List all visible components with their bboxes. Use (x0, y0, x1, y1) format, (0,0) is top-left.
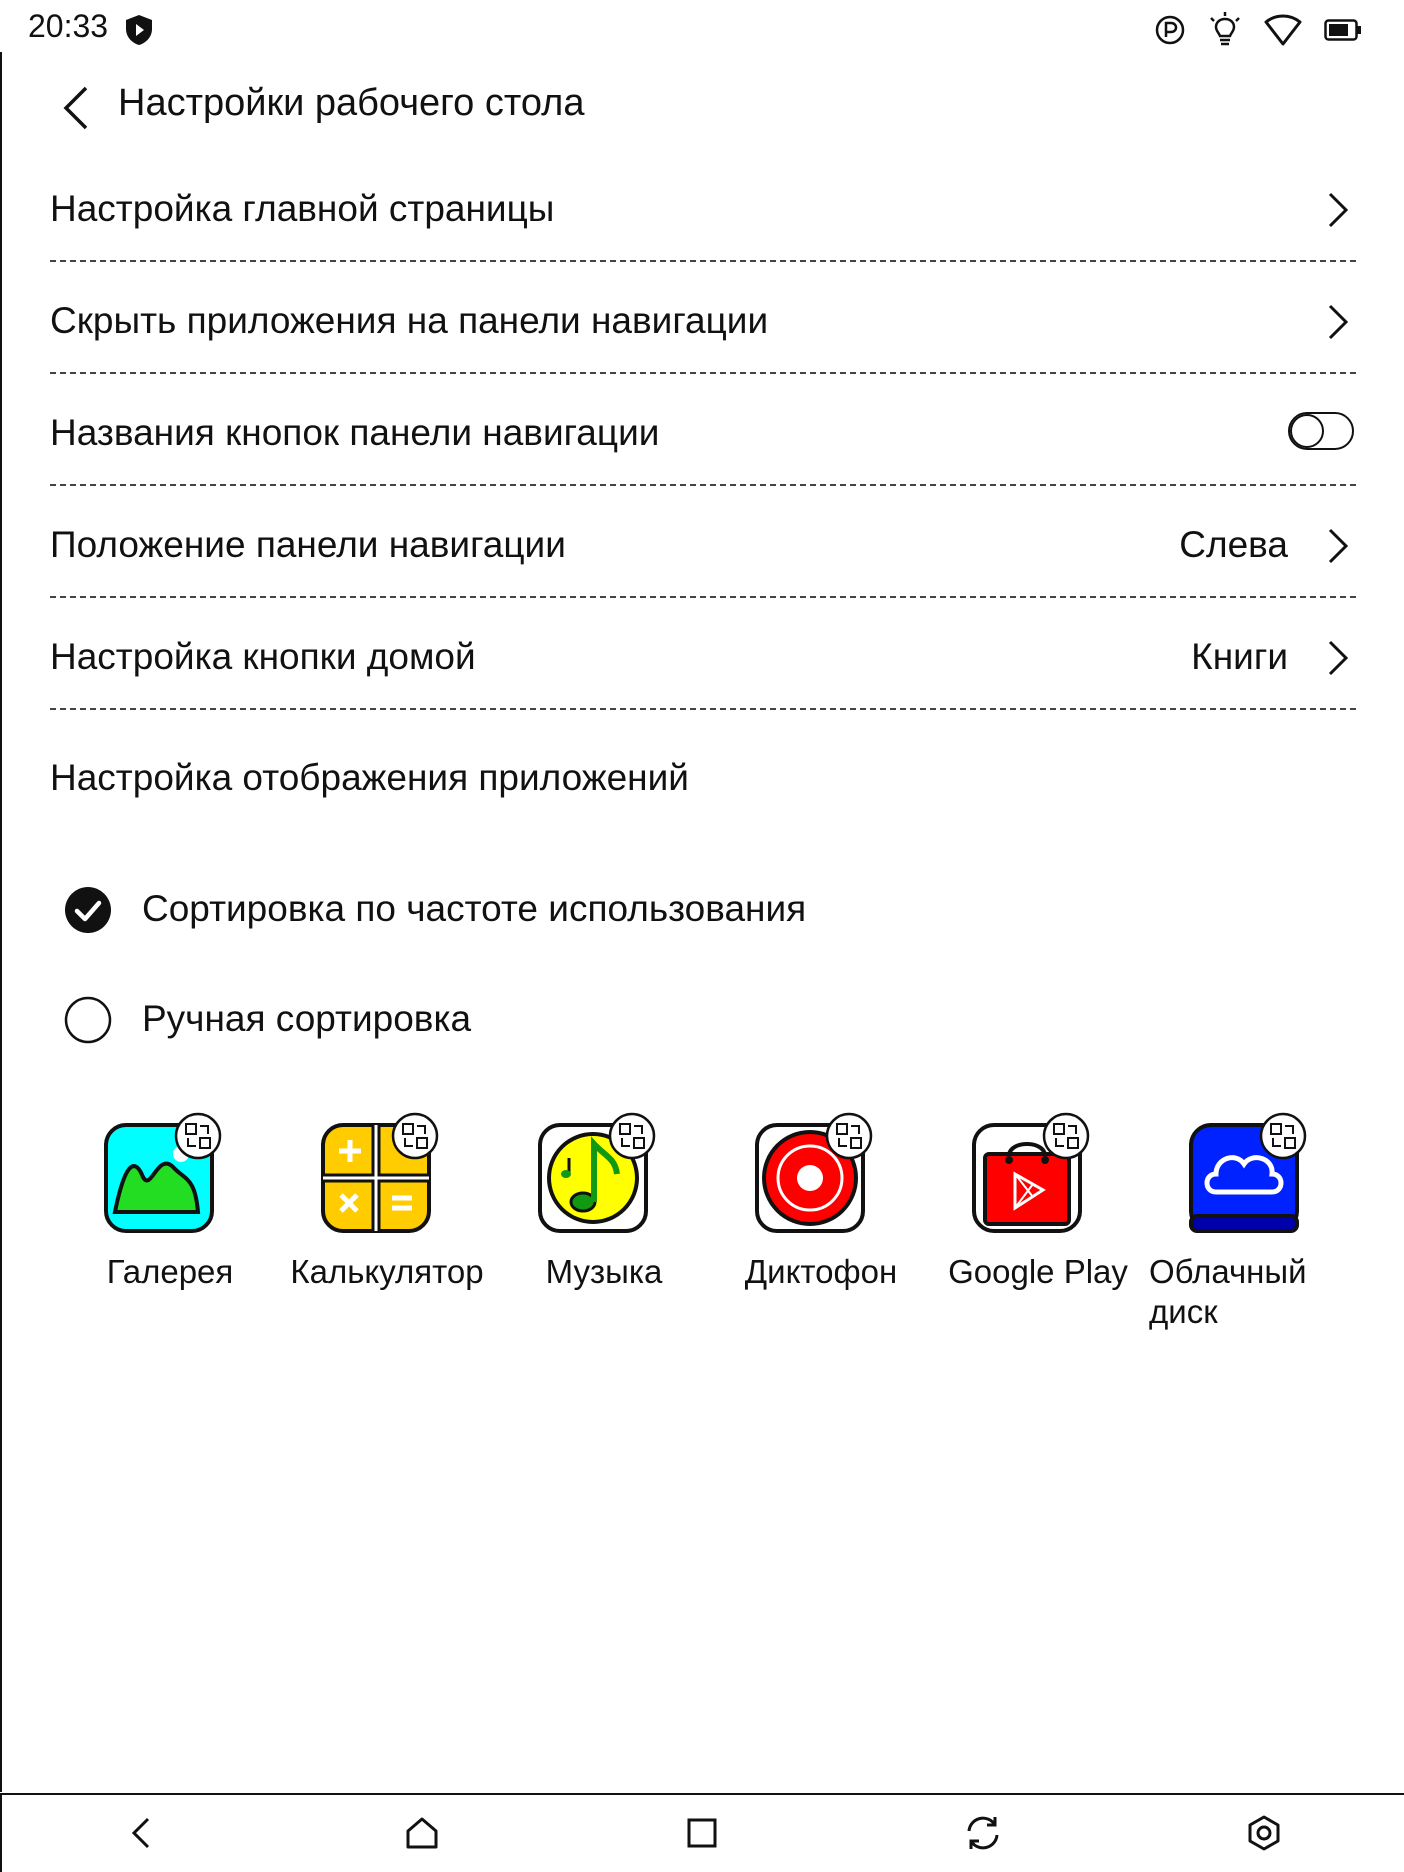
row-hide-nav-apps[interactable] (50, 262, 1356, 374)
chevron-right-icon (1322, 638, 1350, 678)
status-bar (0, 0, 1404, 56)
back-icon[interactable] (52, 78, 104, 134)
bulb-icon (1208, 12, 1242, 48)
settings-list (50, 150, 1356, 710)
sort-badge-icon (825, 1112, 873, 1160)
nav-assistant-icon[interactable] (1242, 1811, 1286, 1855)
app-gallery[interactable] (70, 1112, 270, 1342)
nav-back-icon[interactable] (120, 1811, 164, 1855)
radio-checked-icon (64, 886, 112, 934)
row-label: Скрыть приложения на панели навигации (50, 300, 769, 341)
app-music[interactable] (504, 1112, 704, 1342)
app-label: Диктофон (744, 1253, 898, 1290)
app-grid (70, 1112, 1370, 1352)
radio-manual-sort[interactable] (64, 990, 964, 1050)
chevron-right-icon (1322, 190, 1350, 230)
nav-refresh-icon[interactable] (961, 1811, 1005, 1855)
row-nav-button-names (50, 374, 1356, 486)
row-label: Настройка кнопки домой (50, 636, 476, 677)
battery-icon (1324, 19, 1362, 41)
app-calculator[interactable] (287, 1112, 487, 1342)
shield-icon (124, 14, 154, 46)
sort-badge-icon (174, 1112, 222, 1160)
sort-badge-icon (608, 1112, 656, 1160)
radio-label: Ручная сортировка (142, 998, 472, 1039)
radio-unchecked-icon (64, 996, 112, 1044)
row-value: Слева (1179, 524, 1288, 565)
row-label: Настройка главной страницы (50, 188, 555, 229)
radio-sort-by-frequency[interactable] (64, 880, 964, 940)
sort-badge-icon (1259, 1112, 1307, 1160)
row-nav-panel-position[interactable] (50, 486, 1356, 598)
chevron-right-icon (1322, 302, 1350, 342)
status-time: 20:33 (28, 8, 109, 44)
section-title: Настройка отображения приложений (50, 757, 689, 798)
row-label: Положение панели навигации (50, 524, 566, 565)
app-recorder[interactable] (721, 1112, 921, 1342)
app-cloud-drive[interactable] (1149, 1112, 1355, 1342)
app-label: Google Play (948, 1253, 1128, 1290)
row-home-button-settings[interactable] (50, 598, 1356, 710)
nav-recents-icon[interactable] (680, 1811, 724, 1855)
row-label: Названия кнопок панели навигации (50, 412, 660, 453)
app-label: Музыка (545, 1253, 663, 1290)
radio-label: Сортировка по частоте использования (142, 888, 807, 929)
status-icons (1154, 10, 1362, 50)
toggle-knob (1290, 414, 1324, 448)
p-circle-icon (1154, 14, 1186, 46)
row-home-page-settings[interactable] (50, 150, 1356, 262)
frame-border (0, 52, 2, 1792)
header (0, 70, 1404, 140)
row-value: Книги (1191, 636, 1288, 677)
wifi-icon (1264, 14, 1302, 46)
page-title: Настройки рабочего стола (118, 82, 585, 124)
nav-home-icon[interactable] (400, 1811, 444, 1855)
bottom-nav-bar (0, 1793, 1404, 1872)
app-label: Калькулятор (290, 1253, 484, 1290)
app-label: Галерея (106, 1253, 234, 1290)
chevron-right-icon (1322, 526, 1350, 566)
sort-badge-icon (391, 1112, 439, 1160)
app-label: Облачный диск (1149, 1253, 1307, 1330)
app-google-play[interactable] (938, 1112, 1138, 1342)
nav-button-names-toggle[interactable] (1288, 412, 1354, 450)
sort-badge-icon (1042, 1112, 1090, 1160)
